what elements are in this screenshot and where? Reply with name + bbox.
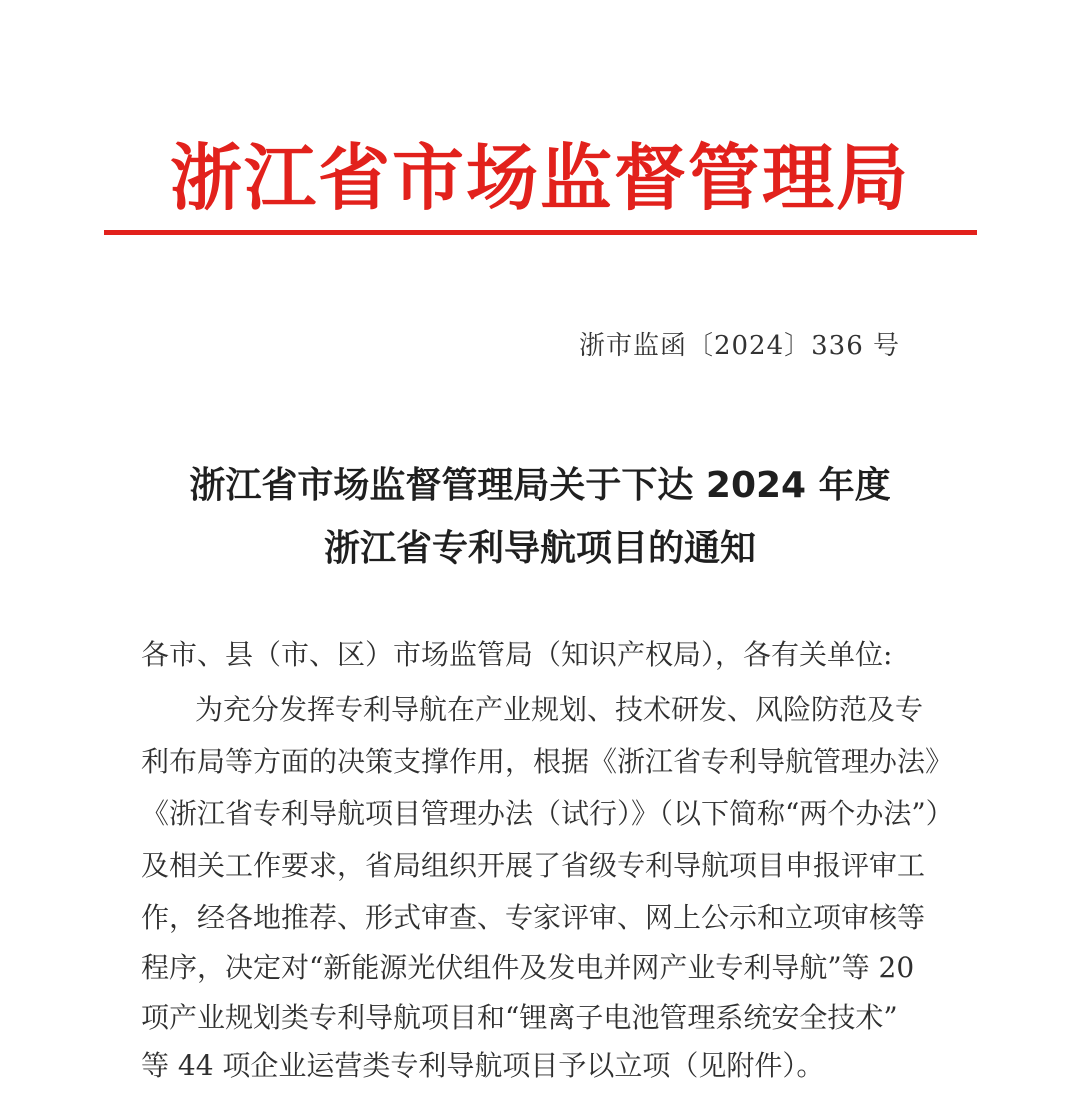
paragraph-line: 作，经各地推荐、形式审查、专家评审、网上公示和立项审核等 bbox=[141, 901, 926, 934]
paragraph-line: 等 44 项企业运营类专利导航项目予以立项（见附件）。 bbox=[141, 1049, 825, 1082]
paragraph-line: 利布局等方面的决策支撑作用，根据《浙江省专利导航管理办法》 bbox=[141, 745, 954, 778]
agency-header-title: 浙江省市场监督管理局 bbox=[169, 136, 910, 220]
red-header-rule bbox=[104, 230, 977, 235]
paragraph-line: 《浙江省专利导航项目管理办法（试行）》（以下简称“两个办法”） bbox=[141, 797, 954, 830]
salutation: 各市、县（市、区）市场监管局（知识产权局），各有关单位: bbox=[141, 638, 893, 671]
paragraph-line: 及相关工作要求，省局组织开展了省级专利导航项目申报评审工 bbox=[141, 849, 926, 882]
notice-title-line-2: 浙江省专利导航项目的通知 bbox=[323, 528, 756, 569]
document-number: 浙市监函〔2024〕336 号 bbox=[578, 331, 900, 361]
paragraph-line: 为充分发挥专利导航在产业规划、技术研发、风险防范及专 bbox=[195, 693, 924, 726]
paragraph-line: 项产业规划类专利导航项目和“锂离子电池管理系统安全技术” bbox=[141, 1001, 898, 1034]
paragraph-line: 程序，决定对“新能源光伏组件及发电并网产业专利导航”等 20 bbox=[141, 951, 915, 984]
notice-title-line-1: 浙江省市场监督管理局关于下达 2024 年度 bbox=[189, 465, 891, 506]
